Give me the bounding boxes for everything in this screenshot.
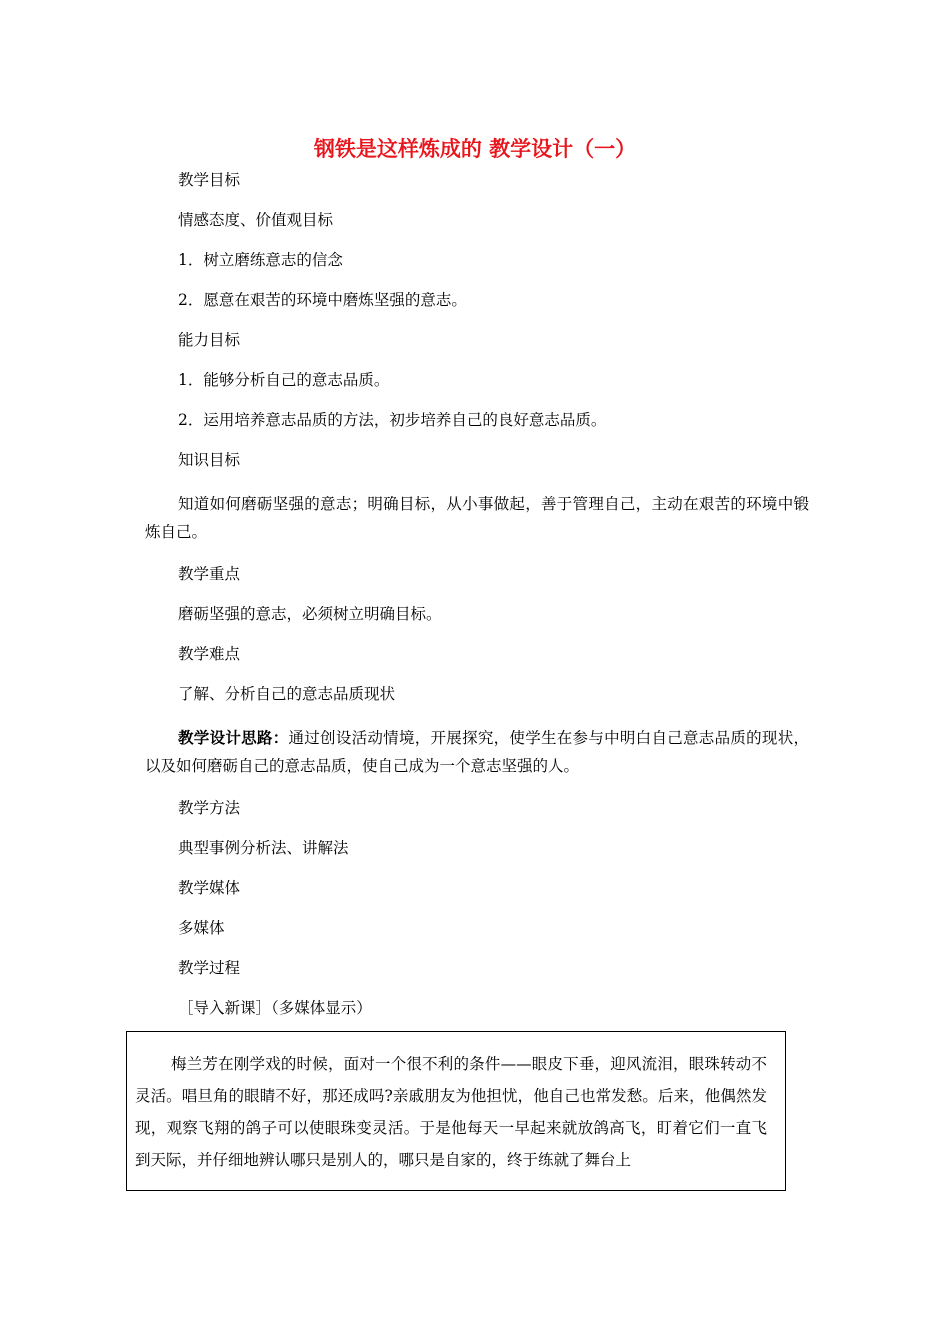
- heading-media: 教学媒体: [178, 879, 241, 897]
- heading-teaching-goal: 教学目标: [178, 171, 241, 189]
- knowledge-goal-text: 知道如何磨砺坚强的意志；明确目标，从小事做起，善于管理自己，主动在艰苦的环境中锻炼自己。: [145, 495, 809, 541]
- design-idea-paragraph: [145, 724, 809, 780]
- ability-goal-item-1: 1．能够分析自己的意志品质。: [178, 371, 390, 389]
- heading-difficulty: 教学难点: [178, 645, 241, 663]
- key-point-text: 磨砺坚强的意志，必须树立明确目标。: [178, 605, 442, 623]
- heading-process: 教学过程: [178, 959, 241, 977]
- ability-goal-item-2: 2．运用培养意志品质的方法，初步培养自己的良好意志品质。: [178, 411, 607, 429]
- story-box: 梅兰芳在刚学戏的时候，面对一个很不利的条件——眼皮下垂，迎风流泪，眼珠转动不灵活。唱旦角的眼睛不好，那还成吗?亲戚朋友为他担忧，他自己也常发愁。后来，他偶然发现，观察飞翔的鸽子可以使眼珠变灵活。于是他每天一早起来就放鸽高飞，盯着它们一直飞到天际，并仔细地辨认哪只是别人的，哪只是自家的，终于练就了舞台上: [126, 1031, 786, 1191]
- emotion-goal-item-2: 2．愿意在艰苦的环境中磨炼坚强的意志。: [178, 291, 467, 309]
- document-title: 钢铁是这样炼成的 教学设计（一）: [313, 137, 637, 161]
- heading-ability-goal: 能力目标: [178, 331, 241, 349]
- media-text: 多媒体: [178, 919, 225, 937]
- emotion-goal-item-1: 1．树立磨练意志的信念: [178, 251, 343, 269]
- heading-knowledge-goal: 知识目标: [178, 451, 241, 469]
- difficulty-text: 了解、分析自己的意志品质现状: [178, 685, 396, 703]
- intro-new-lesson: ［导入新课］（多媒体显示）: [178, 999, 372, 1017]
- document-body: [145, 168, 809, 1036]
- heading-emotion-goal: 情感态度、价值观目标: [178, 211, 334, 229]
- design-idea-label: 教学设计思路：: [178, 728, 289, 747]
- heading-method: 教学方法: [178, 799, 241, 817]
- design-idea-text: 通过创设活动情境，开展探究，使学生在参与中明白自己意志品质的现状，以及如何磨砺自己的意志品质，使自己成为一个意志坚强的人。: [145, 729, 809, 775]
- method-text: 典型事例分析法、讲解法: [178, 839, 349, 857]
- heading-key-point: 教学重点: [178, 565, 241, 583]
